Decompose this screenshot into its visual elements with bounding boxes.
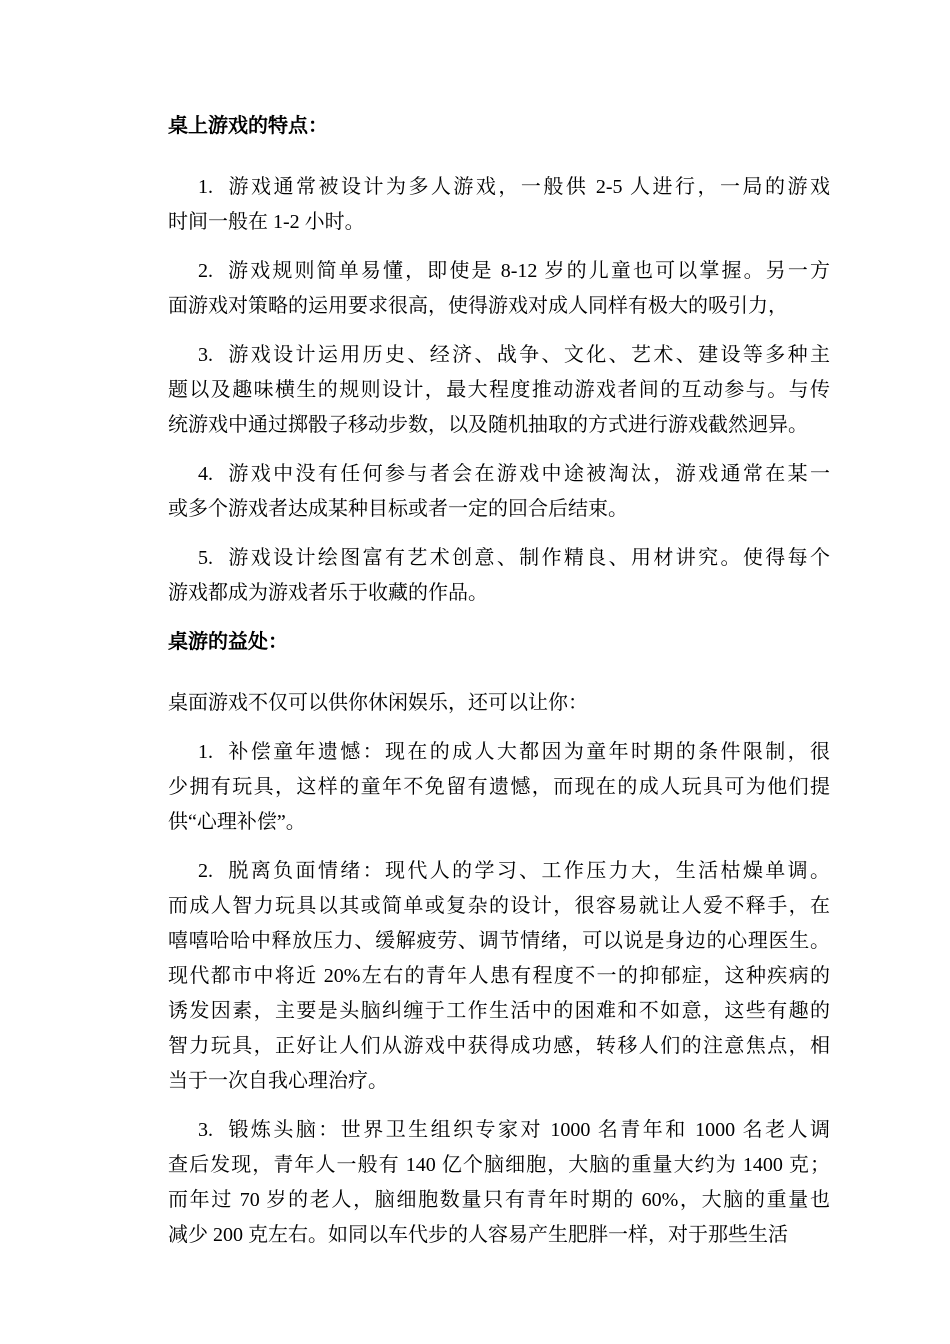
benefits-intro: 桌面游戏不仅可以供你休闲娱乐，还可以让你： [168,692,588,714]
item-text: 现代都市中将近 20%左右的青年人患有程度不一的抑郁症，这种疾病的 [168,965,830,987]
item-text: 诱发因素，主要是头脑纠缠于工作生活中的困难和不如意，这些有趣的 [168,1000,830,1022]
text-line [168,994,830,1029]
list-item [168,457,830,527]
item-text: 游戏设计运用历史、经济、战争、文化、艺术、建设等多种主 [226,344,830,366]
item-text: 或多个游戏者达成某种目标或者一定的回合后结束。 [168,498,628,520]
text-line [168,289,830,324]
text-line [168,408,830,443]
item-text: 面游戏对策略的运用要求很高，使得游戏对成人同样有极大的吸引力， [168,295,788,317]
text-line [168,254,830,289]
text-line [168,1183,830,1218]
text-line [168,770,830,805]
text-line [168,924,830,959]
text-line [168,1064,830,1099]
item-text: 游戏中没有任何参与者会在游戏中途被淘汰，游戏通常在某一 [226,463,830,485]
item-text: 嘻嘻哈哈中释放压力、缓解疲劳、调节情绪，可以说是身边的心理医生。 [168,930,830,952]
text-line [168,1218,830,1253]
text-line [168,576,830,611]
item-number: 3. [198,344,213,366]
list-item [168,338,830,443]
text-line [168,457,830,492]
text-line [168,1029,830,1064]
item-number: 4. [198,463,213,485]
item-number: 3. [198,1119,213,1141]
benefits-list [168,735,830,1253]
text-line [168,373,830,408]
text-line [168,805,830,840]
item-number: 1. [198,741,213,763]
text-line [168,205,830,240]
item-text: 补偿童年遗憾：现在的成人大都因为童年时期的条件限制，很 [226,741,830,763]
item-text: 锻炼头脑：世界卫生组织专家对 1000 名青年和 1000 名老人调 [226,1119,830,1141]
item-text: 游戏规则简单易懂，即使是 8-12 岁的儿童也可以掌握。另一方 [226,260,830,282]
item-text: 当于一次自我心理治疗。 [168,1070,388,1092]
item-number: 2. [198,260,213,282]
text-line [168,170,830,205]
item-text: 少拥有玩具，这样的童年不免留有遗憾，而现在的成人玩具可为他们提 [168,776,830,798]
document-content [168,109,830,1267]
item-number: 2. [198,860,213,882]
text-line [168,492,830,527]
item-text: 游戏设计绘图富有艺术创意、制作精良、用材讲究。使得每个 [226,547,830,569]
text-line [168,889,830,924]
item-text: 供“心理补偿”。 [168,811,306,833]
features-list [168,170,830,611]
item-text: 时间一般在 1-2 小时。 [168,211,365,233]
text-line [168,735,830,770]
item-number: 5. [198,547,213,569]
item-number: 1. [198,176,213,198]
item-text: 减少 200 克左右。如同以车代步的人容易产生肥胖一样，对于那些生活 [168,1224,788,1246]
item-text: 统游戏中通过掷骰子移动步数，以及随机抽取的方式进行游戏截然迥异。 [168,414,808,436]
list-item [168,854,830,1099]
text-line [168,854,830,889]
list-item [168,1113,830,1253]
item-text: 脱离负面情绪：现代人的学习、工作压力大，生活枯燥单调。 [226,860,830,882]
text-line [168,959,830,994]
text-line [168,1148,830,1183]
item-text: 而年过 70 岁的老人，脑细胞数量只有青年时期的 60%，大脑的重量也 [168,1189,830,1211]
item-text: 而成人智力玩具以其或简单或复杂的设计，很容易就让人爱不释手，在 [168,895,830,917]
list-item [168,541,830,611]
list-item [168,735,830,840]
item-text: 游戏通常被设计为多人游戏，一般供 2-5 人进行，一局的游戏 [226,176,830,198]
section-heading-features: 桌上游戏的特点： [168,115,328,137]
list-item [168,170,830,240]
item-text: 查后发现，青年人一般有 140 亿个脑细胞，大脑的重量大约为 1400 克； [168,1154,830,1176]
text-line [168,1113,830,1148]
item-text: 题以及趣味横生的规则设计，最大程度推动游戏者间的互动参与。与传 [168,379,830,401]
list-item [168,254,830,324]
item-text: 游戏都成为游戏者乐于收藏的作品。 [168,582,488,604]
section-heading-benefits: 桌游的益处： [168,631,288,653]
item-text: 智力玩具，正好让人们从游戏中获得成功感，转移人们的注意焦点，相 [168,1035,830,1057]
text-line [168,338,830,373]
text-line [168,541,830,576]
